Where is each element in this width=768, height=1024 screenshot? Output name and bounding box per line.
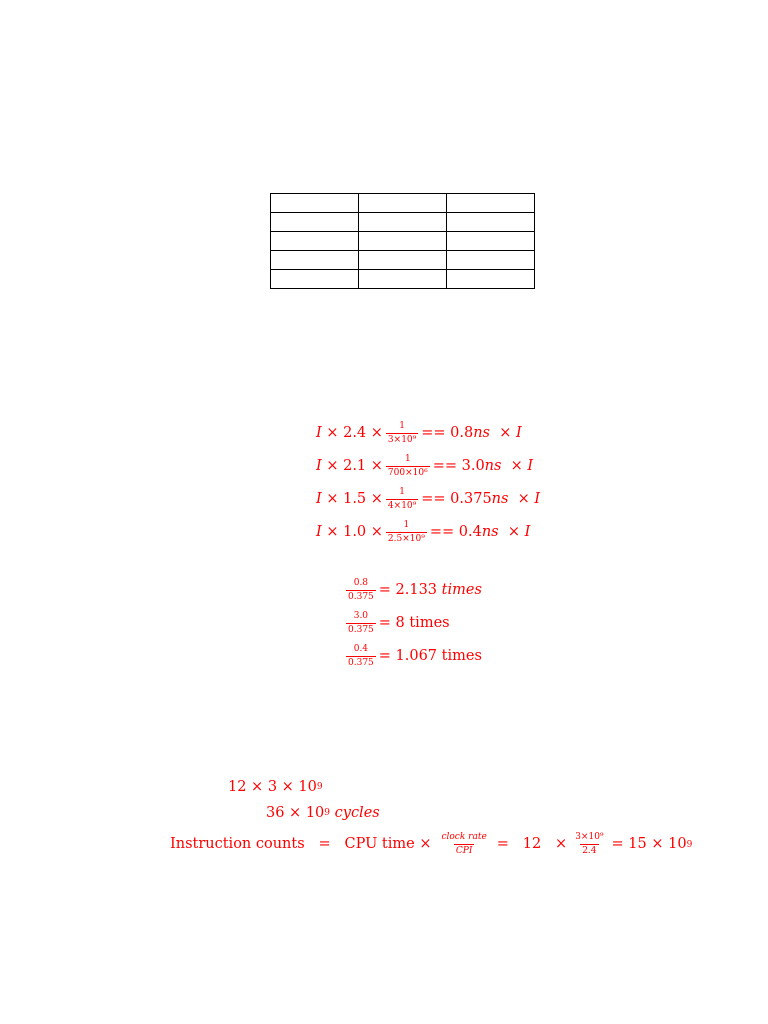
fraction xyxy=(346,579,376,602)
result: == 0.8 xyxy=(421,425,474,442)
numerator: 1 xyxy=(399,487,405,497)
fraction xyxy=(346,645,376,668)
var-i: I xyxy=(316,491,322,508)
unit: cycles xyxy=(334,805,380,821)
empty-table xyxy=(270,193,535,289)
denominator: 4×10⁹ xyxy=(387,501,417,511)
result: == 0.375 xyxy=(421,491,492,508)
numerator: 1 xyxy=(399,421,405,431)
cycles-base: 36 × 10 xyxy=(266,805,325,821)
unit: times xyxy=(441,582,482,599)
multiplier: × 1.5 × xyxy=(326,491,383,508)
unit: ns xyxy=(484,458,502,475)
instruction-count-equation: Instruction counts = CPU time × $\frac{\text{clock rate}}{\text{CPI}}$ = 12 × $\frac{\text{3×10⁹}}{2.4}$ = 15 × 10 9 xyxy=(170,832,693,856)
fraction xyxy=(346,612,376,635)
numerator: clock rate xyxy=(441,832,487,842)
cycles-base: 12 × 3 × 10 xyxy=(228,779,317,795)
equals: = xyxy=(318,836,331,853)
fraction xyxy=(386,455,430,478)
numerator: 3.0 xyxy=(353,611,369,621)
var-i: I xyxy=(316,458,322,475)
multiplier: × 2.4 × xyxy=(326,425,383,442)
table-cell xyxy=(447,251,535,270)
table-cell xyxy=(447,232,535,251)
cpu-time: CPU time × xyxy=(344,836,432,853)
numerator: 0.4 xyxy=(353,644,369,654)
var-i: I xyxy=(316,524,322,541)
table-cell xyxy=(271,213,359,232)
value: 12 xyxy=(522,836,542,853)
tail: × I xyxy=(517,491,541,508)
fraction xyxy=(386,488,418,511)
table-cell xyxy=(359,213,447,232)
denominator: 3×10⁹ xyxy=(387,435,417,445)
unit: times xyxy=(441,648,482,665)
result: = 8 xyxy=(378,615,405,632)
cycles-result: 36 × 10 9 cycles xyxy=(266,805,380,821)
label: Instruction counts xyxy=(170,836,305,853)
denominator: 700×10⁶ xyxy=(387,468,428,478)
table-row xyxy=(271,194,535,213)
table-cell xyxy=(447,213,535,232)
time-equation xyxy=(316,521,530,544)
equals: = xyxy=(496,836,509,853)
table-cell xyxy=(271,232,359,251)
fraction xyxy=(573,833,605,856)
tail: × I xyxy=(510,458,534,475)
times: × xyxy=(555,836,568,853)
unit: ns xyxy=(473,425,490,442)
time-equation xyxy=(316,488,540,511)
table-row xyxy=(271,213,535,232)
numerator: 0.8 xyxy=(353,578,369,588)
denominator: 0.375 xyxy=(348,592,374,602)
table-cell xyxy=(271,251,359,270)
unit: times xyxy=(409,615,450,632)
fraction xyxy=(439,833,488,856)
table-row xyxy=(271,232,535,251)
time-equation xyxy=(316,422,522,445)
denominator: 0.375 xyxy=(348,625,374,635)
denominator: CPI xyxy=(455,846,473,856)
result: = 2.133 xyxy=(378,582,438,599)
denominator: 0.375 xyxy=(348,658,374,668)
result: = 1.067 xyxy=(378,648,438,665)
multiplier: × 1.0 × xyxy=(326,524,383,541)
result: == 0.4 xyxy=(429,524,482,541)
table-cell xyxy=(359,270,447,289)
fraction xyxy=(386,422,418,445)
table-cell xyxy=(359,194,447,213)
table-cell xyxy=(447,270,535,289)
unit: ns xyxy=(481,524,499,541)
denominator: 2.5×10⁹ xyxy=(387,534,425,544)
ratio-equation xyxy=(343,612,450,635)
table-row xyxy=(271,270,535,289)
table-row xyxy=(271,251,535,270)
ratio-equation xyxy=(343,579,482,602)
unit: ns xyxy=(491,491,509,508)
table-cell xyxy=(447,194,535,213)
fraction xyxy=(386,521,427,544)
table-cell xyxy=(271,194,359,213)
table-cell xyxy=(271,270,359,289)
tail: × I xyxy=(507,524,531,541)
ratio-equation xyxy=(343,645,482,668)
time-equation xyxy=(316,455,533,478)
multiplier: × 2.1 × xyxy=(326,458,383,475)
var-i: I xyxy=(316,425,322,442)
table-cell xyxy=(359,251,447,270)
tail: × I xyxy=(499,425,522,442)
cycles-expression: 12 × 3 × 10 9 xyxy=(228,779,323,795)
numerator: 1 xyxy=(403,520,410,530)
denominator: 2.4 xyxy=(582,846,597,856)
result: == 3.0 xyxy=(432,458,485,475)
result: = 15 × 10 xyxy=(611,836,687,853)
numerator: 1 xyxy=(404,454,411,464)
numerator: 3×10⁹ xyxy=(575,832,604,842)
table-cell xyxy=(359,232,447,251)
